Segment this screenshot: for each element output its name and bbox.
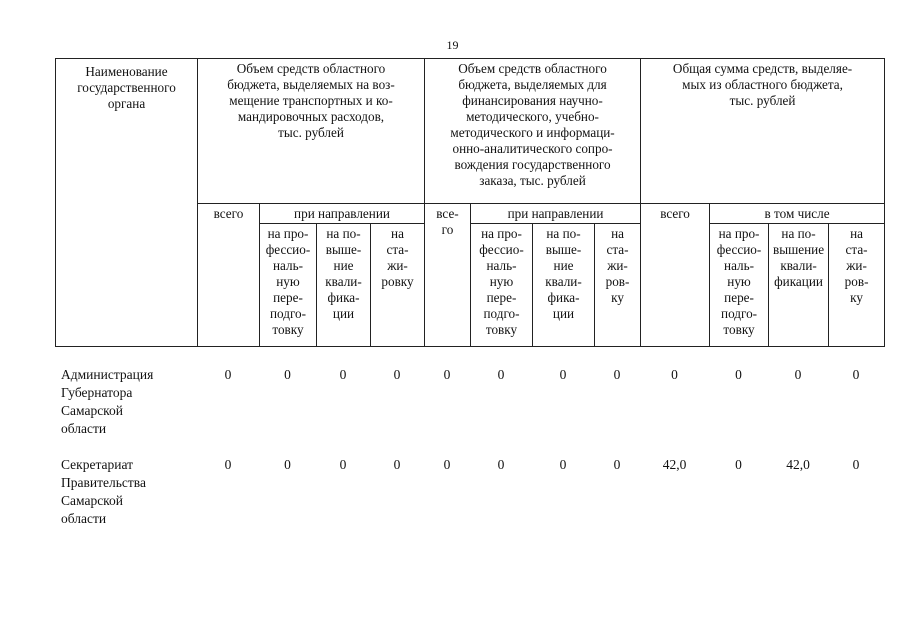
cell-value: 0 [852,457,860,472]
cell-value: 0 [559,457,567,472]
header-g1-retraining: на про- фессио- наль- ную пере- подго- товку [260,224,317,347]
cell-value: 0 [794,367,802,382]
row-org-name: Администрация Губернатора Самарской области [61,367,154,436]
header-group-total: Общая сумма средств, выделяе- мых из областного бюджета, тыс. рублей [641,59,885,204]
cell-value: 0 [613,367,621,382]
header-g3-total: всего [641,204,710,347]
cell-value: 0 [443,367,451,382]
header-g3-including: в том числе [710,204,885,224]
cell-value: 42,0 [786,457,810,472]
table-row [55,454,884,528]
cell-value: 0 [393,457,401,472]
cell-value: 0 [497,367,505,382]
cell-value: 0 [735,367,742,382]
header-g1-qualification: на по- выше- ние квали- фика- ции [317,224,371,347]
page-number: 19 [446,38,459,52]
cell-value: 0 [224,367,232,382]
table-body [55,364,884,528]
header-g3-internship: на ста- жи- ров- ку [829,224,885,347]
cell-value: 0 [497,457,505,472]
header-group-travel: Объем средств областного бюджета, выделяемых на воз- мещение транспортных и ко- мандировочных расходов, тыс. рублей [198,59,425,204]
header-g2-qualification: на по- выше- ние квали- фика- ции [533,224,595,347]
cell-value: 42,0 [662,457,687,472]
cell-value: 0 [284,457,291,472]
header-g2-total: все- го [425,204,471,347]
cell-value: 0 [671,367,678,382]
cell-value: 0 [443,457,451,472]
cell-value: 0 [339,367,347,382]
cell-value: 0 [559,367,567,382]
row-org-name: Секретариат Правительства Самарской области [61,457,146,526]
header-g2-internship: на ста- жи- ров- ку [595,224,641,347]
header-g1-total: всего [198,204,260,347]
header-g2-direction: при направлении [471,204,641,224]
cell-value: 0 [613,457,621,472]
header-g3-retraining: на про- фессио- наль- ную пере- подго- товку [710,224,769,347]
cell-value: 0 [852,367,860,382]
cell-value: 0 [735,457,742,472]
header-org-name: Наименование государственного органа [56,59,198,347]
cell-value: 0 [393,367,401,382]
header-g1-direction: при направлении [260,204,425,224]
header-g3-qualification: на по- вышение квали- фикации [769,224,829,347]
header-group-methodical: Объем средств областного бюджета, выделяемых для финансирования научно- методического, учебно- методического и информаци- онно-аналитического сопро- вождения государственного заказа, тыс. рублей [425,59,641,204]
cell-value: 0 [284,367,291,382]
table-row [55,364,884,438]
cell-value: 0 [224,457,232,472]
header-g1-internship: на ста- жи- ровку [371,224,425,347]
table-header [55,58,885,347]
cell-value: 0 [339,457,347,472]
header-g2-retraining: на про- фессио- наль- ную пере- подго- товку [471,224,533,347]
